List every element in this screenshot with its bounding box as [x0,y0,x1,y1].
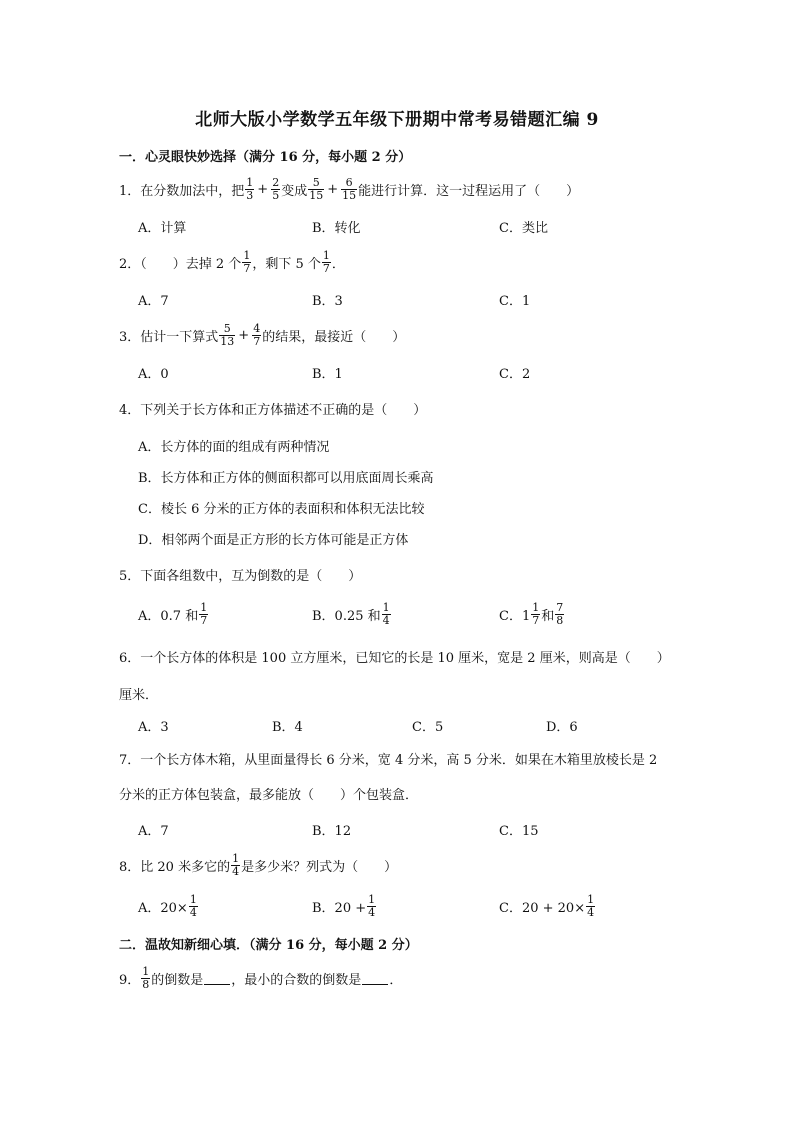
q3-text-1: 3．估计一下算式 [119,329,219,345]
q8-text-2: 是多少米？列式为（ ） [241,859,398,875]
question-6-line-1: 6．一个长方体的体积是 100 立方厘米，已知它的长是 10 厘米，宽是 2 厘米，则高是（ ） [119,650,670,666]
q2-text-2: ，剩下 5 个 [252,256,321,272]
option-a[interactable]: A．3 [138,719,169,735]
question-1 [119,174,579,204]
option-a-text: A．0.7 和 [138,608,199,624]
q8-text-1: 8．比 20 米多它的 [119,859,231,875]
option-c-and: 和 [541,608,555,624]
option-c[interactable]: C．1 [499,293,531,309]
option-b-text: B．20 + [312,900,367,916]
option-a[interactable]: A．7 [138,823,169,839]
q3-text-2: 的结果，最接近（ ） [262,329,406,345]
q2-text-3: ． [331,256,345,272]
q9-text-3: ，最小的合数的倒数是 [231,972,362,988]
option-b[interactable] [312,891,377,921]
fraction: $\frac{5}{13}$ [220,321,235,348]
fraction: $\frac{5}{15}$ [309,175,324,202]
option-c[interactable] [499,891,596,921]
option-a[interactable]: A．计算 [138,220,187,236]
q4-option-c[interactable]: C．棱长 6 分米的正方体的表面积和体积无法比较 [138,501,425,517]
option-b-text: B．0.25 和 [312,608,381,624]
question-3 [119,320,405,350]
option-c[interactable]: C．5 [412,719,444,735]
section-heading-fill: 二．温故知新细心填．（满分 16 分，每小题 2 分） [119,938,418,953]
option-c[interactable] [499,599,565,629]
fraction: $\frac{2}{5}$ [272,175,280,202]
question-4 [119,393,426,423]
q9-text-2: 的倒数是 [151,972,204,988]
fraction: $\frac{1}{4}$ [382,600,390,627]
fraction: $\frac{6}{15}$ [342,175,357,202]
plus-sign: + [257,181,269,197]
option-c[interactable]: C．类比 [499,220,548,236]
option-c[interactable]: C．2 [499,366,531,382]
section-heading-choice: 一．心灵眼快妙选择（满分 16 分，每小题 2 分） [119,150,412,165]
question-2 [119,247,345,277]
option-a[interactable] [138,599,209,629]
fraction: $\frac{1}{8}$ [142,964,150,991]
option-b[interactable]: B．3 [312,293,343,309]
question-6-line-2: 厘米． [119,687,159,703]
fraction: $\frac{1}{7}$ [322,248,330,275]
fraction: $\frac{4}{7}$ [253,321,261,348]
option-b[interactable]: B．12 [312,823,352,839]
q1-text-2: 变成 [281,183,308,199]
question-7-line-1: 7．一个长方体木箱，从里面量得长 6 分米，宽 4 分米，高 5 分米．如果在木箱里放棱长是 2 [119,752,658,768]
fraction: $\frac{7}{8}$ [556,600,564,627]
fraction: $\frac{1}{7}$ [532,600,540,627]
option-c[interactable]: C．15 [499,823,539,839]
fraction: $\frac{1}{4}$ [189,892,197,919]
answer-blank[interactable] [362,972,388,985]
fraction: $\frac{1}{3}$ [246,175,254,202]
fraction: $\frac{1}{7}$ [200,600,208,627]
q2-text-1: 2．（ ）去掉 2 个 [119,256,242,272]
question-9 [119,962,402,994]
question-7-line-2: 分米的正方体包装盒，最多能放（ ）个包装盒． [119,787,419,803]
option-b[interactable] [312,599,392,629]
option-a[interactable]: A．0 [138,366,169,382]
option-b[interactable]: B．1 [312,366,343,382]
option-c-text: C．1 [499,608,531,624]
q4-text-1: 4．下列关于长方体和正方体描述不正确的是（ ） [119,402,427,418]
q9-text-1: 9． [119,972,141,988]
option-c-text: C．20 + 20× [499,900,586,916]
answer-blank[interactable] [204,972,230,985]
plus-sign: + [238,327,250,343]
q5-text-1: 5．下面各组数中，互为倒数的是（ ） [119,568,362,584]
q4-option-a[interactable]: A．长方体的面的组成有两种情况 [138,439,330,455]
fraction: $\frac{1}{4}$ [368,892,376,919]
fraction: $\frac{1}{4}$ [232,851,240,878]
q1-text-3: 能进行计算．这一过程运用了（ ） [358,183,580,199]
fraction: $\frac{1}{4}$ [587,892,595,919]
page-title: 北师大版小学数学五年级下册期中常考易错题汇编 9 [195,110,599,130]
question-8 [119,849,397,881]
option-a[interactable] [138,891,199,921]
option-b[interactable]: B．转化 [312,220,361,236]
option-a-text: A．20× [138,900,188,916]
plus-sign: + [327,181,339,197]
option-a[interactable]: A．7 [138,293,169,309]
q4-option-b[interactable]: B．长方体和正方体的侧面积都可以用底面周长乘高 [138,470,434,486]
option-d[interactable]: D．6 [546,719,578,735]
question-5 [119,559,361,589]
q4-option-d[interactable]: D．相邻两个面是正方形的长方体可能是正方体 [138,532,409,548]
option-b[interactable]: B．4 [272,719,303,735]
fraction: $\frac{1}{7}$ [243,248,251,275]
q9-text-4: ． [389,972,403,988]
q1-text-1: 1．在分数加法中，把 [119,183,245,199]
